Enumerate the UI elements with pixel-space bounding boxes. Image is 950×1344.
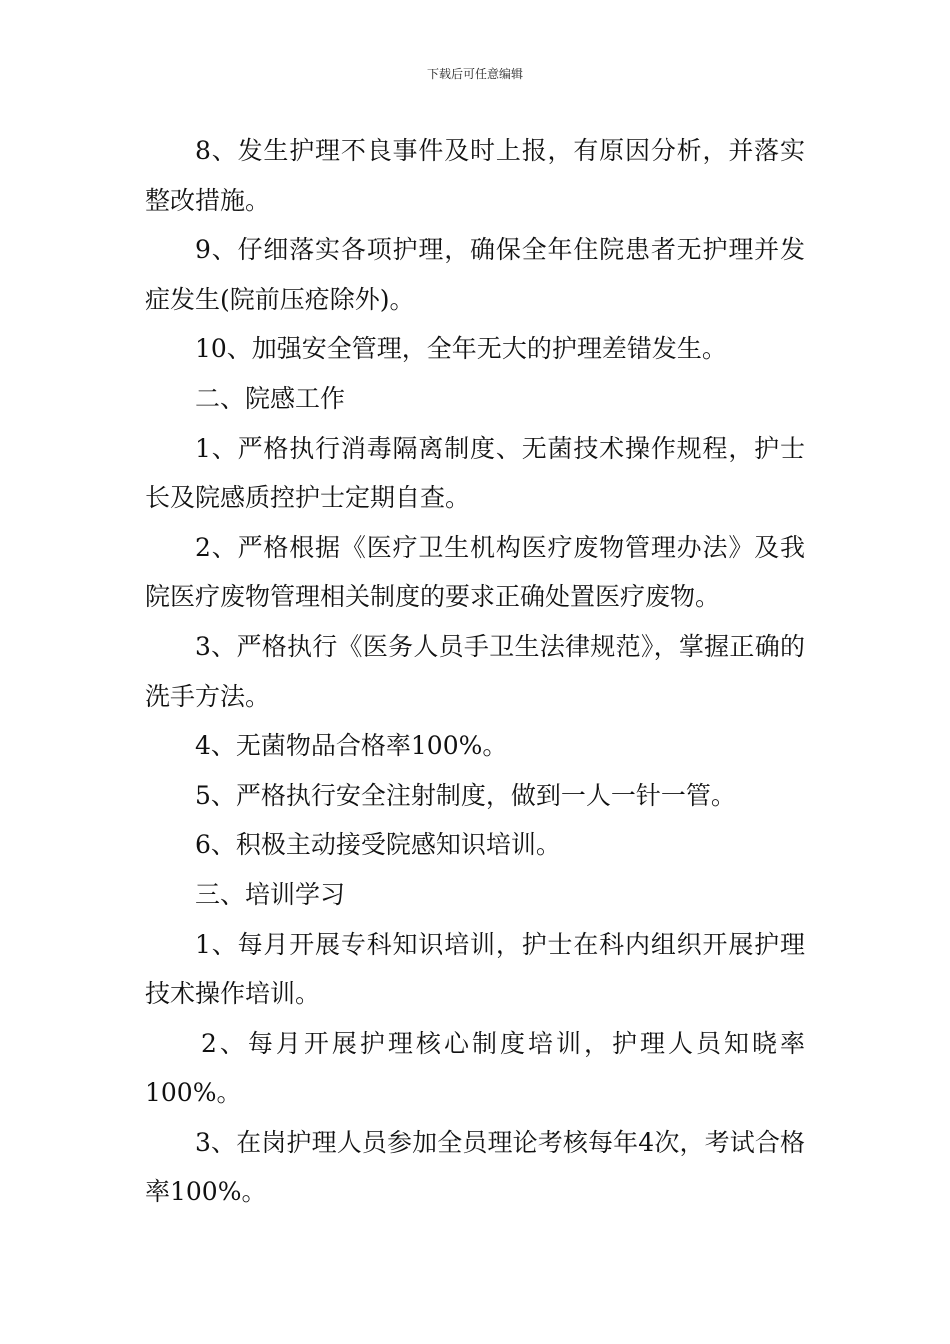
page-header-note: 下载后可任意编辑 [426, 67, 523, 81]
paragraph-item-8: 8、发生护理不良事件及时上报，有原因分析，并落实整改措施。 [145, 136, 805, 215]
paragraph-infection-1: 1、严格执行消毒隔离制度、无菌技术操作规程，护士长及院感质控护士定期自查。 [145, 433, 805, 513]
paragraph-infection-5: 5、严格执行安全注射制度，做到一人一针一管。 [195, 780, 736, 810]
paragraph-item-10: 10、加强安全管理，全年无大的护理差错发生。 [195, 334, 727, 364]
paragraph-infection-6: 6、积极主动接受院感知识培训。 [195, 830, 561, 860]
section-heading-infection-control: 二、院感工作 [195, 383, 346, 413]
paragraph-item-9: 9、仔细落实各项护理，确保全年住院患者无护理并发症发生(院前压疮除外)。 [145, 235, 805, 314]
paragraph-training-1: 1、每月开展专科知识培训，护士在科内组织开展护理技术操作培训。 [145, 929, 805, 1009]
paragraph-infection-2: 2、严格根据《医疗卫生机构医疗废物管理办法》及我院医疗废物管理相关制度的要求正确处置医疗废物。 [145, 532, 805, 612]
section-heading-training: 三、培训学习 [195, 879, 346, 909]
document-body [145, 126, 805, 1217]
paragraph-training-3: 3、在岗护理人员参加全员理论考核每年4次，考试合格率100%。 [145, 1127, 805, 1207]
paragraph-infection-4: 4、无菌物品合格率100%。 [195, 731, 508, 761]
paragraph-infection-3: 3、严格执行《医务人员手卫生法律规范》，掌握正确的洗手方法。 [145, 631, 805, 711]
paragraph-training-2: 2、每月开展护理核心制度培训，护理人员知晓率100%。 [145, 1028, 805, 1108]
